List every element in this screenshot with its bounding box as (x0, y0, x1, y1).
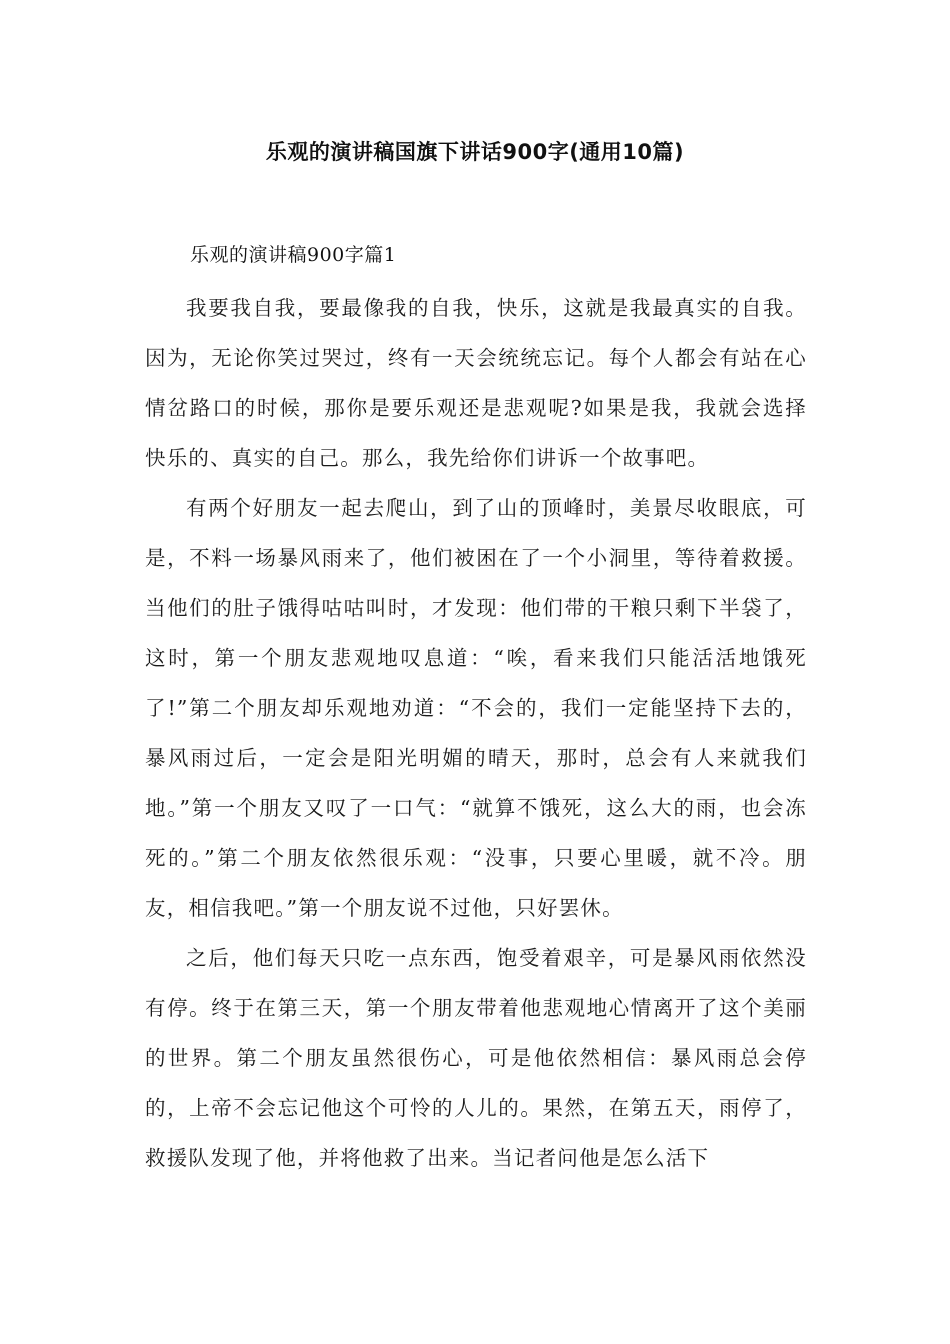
paragraph-3: 之后，他们每天只吃一点东西，饱受着艰辛，可是暴风雨依然没有停。终于在第三天，第一个朋友带着他悲观地心情离开了这个美丽的世界。第二个朋友虽然很伤心，可是他依然相信：暴风雨总会停的，上帝不会忘记他这个可怜的人儿的。果然，在第五天，雨停了，救援队发现了他，并将他救了出来。当记者问他是怎么活下 (145, 946, 807, 1170)
section-heading: 乐观的演讲稿900字篇1 (190, 244, 397, 266)
paragraph-1: 我要我自我，要最像我的自我，快乐，这就是我最真实的自我。因为，无论你笑过哭过，终有一天会统统忘记。每个人都会有站在心情岔路口的时候，那你是要乐观还是悲观呢?如果是我，我就会选择快乐的、真实的自己。那么，我先给你们讲诉一个故事吧。 (145, 296, 807, 470)
document-title: 乐观的演讲稿国旗下讲话900字(通用10篇) (265, 140, 685, 164)
paragraph-2: 有两个好朋友一起去爬山，到了山的顶峰时，美景尽收眼底，可是，不料一场暴风雨来了，他们被困在了一个小洞里，等待着救援。当他们的肚子饿得咕咕叫时，才发现：他们带的干粮只剩下半袋了，这时，第一个朋友悲观地叹息道：“唉，看来我们只能活活地饿死了!”第二个朋友却乐观地劝道：“不会的，我们一定能坚持下去的，暴风雨过后，一定会是阳光明媚的晴天，那时，总会有人来就我们地。”第一个朋友又叹了一口气：“就算不饿死，这么大的雨，也会冻死的。”第二个朋友依然很乐观：“没事，只要心里暖，就不冷。朋友，相信我吧。”第一个朋友说不过他，只好罢休。 (145, 496, 807, 920)
body-text (145, 283, 807, 1183)
